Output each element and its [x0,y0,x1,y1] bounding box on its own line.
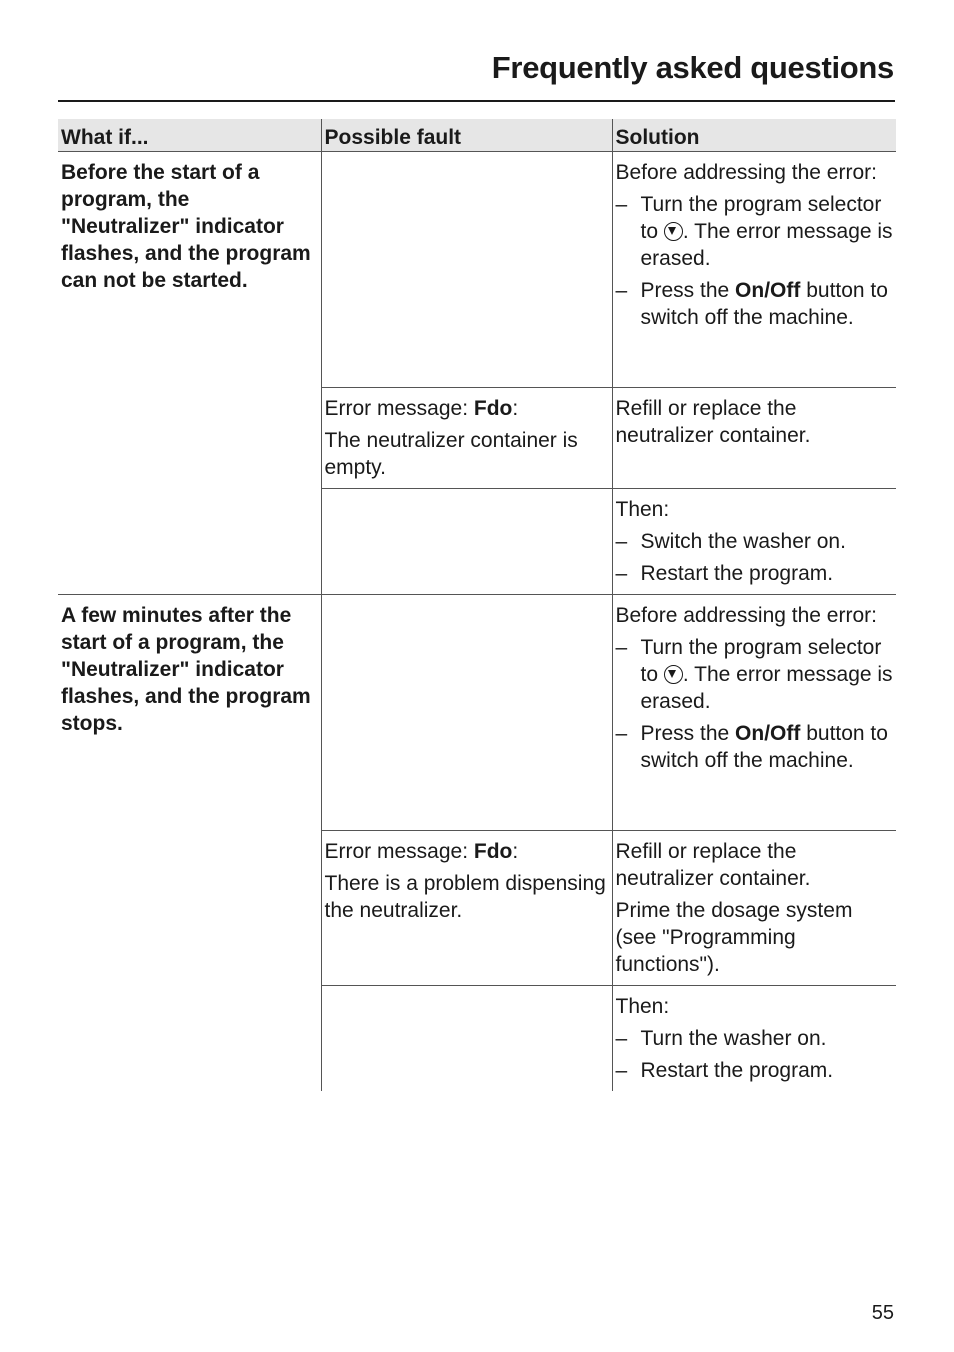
title-divider [58,100,895,102]
header-what-if: What if... [58,119,321,152]
off-position-icon [664,665,683,684]
solution-steps [616,1025,894,1084]
table-row [58,152,896,388]
solution-step: – Restart the program. [616,560,894,587]
fault-cell [321,831,612,986]
question-cell: A few minutes after the start of a program, the "Neutralizer" indicator flashes, and the program stops. [58,595,321,1092]
solution-step: – Switch the washer on. [616,528,894,555]
solution-steps [616,191,894,331]
header-solution: Solution [612,119,896,152]
off-position-icon [664,222,683,241]
fault-cell [321,489,612,595]
header-possible-fault: Possible fault [321,119,612,152]
fault-cell [321,595,612,831]
fault-cell [321,388,612,489]
error-message: Error message: Fdo: [324,840,519,863]
solution-cell [612,152,896,388]
fault-description: There is a problem dispensing the neutralizer. [324,872,606,922]
question-cell: Before the start of a program, the "Neutralizer" indicator flashes, and the program can not be started. [61,161,311,292]
solution-intro: Then: [615,995,670,1018]
page-title: Frequently asked questions [491,50,894,85]
error-code: Fdo [473,397,513,420]
solution-text: Prime the dosage system (see "Programming functions"). [615,899,853,976]
table-row [58,595,896,831]
solution-cell [612,831,896,986]
solution-cell [612,489,896,595]
fault-description: The neutralizer container is empty. [324,429,578,479]
solution-steps [616,528,894,587]
solution-cell [612,595,896,831]
fault-cell [321,986,612,1092]
solution-intro: Before addressing the error: [615,161,877,184]
solution-cell [612,388,896,489]
solution-intro: Then: [615,498,670,521]
faq-table [58,119,896,1091]
solution-step: – Press the On/Off button to switch off the machine. [616,720,894,774]
solution-text: Refill or replace the neutralizer container. [615,840,811,890]
solution-step: – Turn the washer on. [616,1025,894,1052]
solution-step: – Turn the program selector to . The error message is erased. [616,191,894,272]
table-header-row [58,119,896,152]
error-code: Fdo [473,840,513,863]
page-number: 55 [871,1302,894,1324]
solution-steps [616,634,894,774]
solution-intro: Before addressing the error: [615,604,877,627]
solution-cell [612,986,896,1092]
fault-cell [321,152,612,388]
solution-step: – Press the On/Off button to switch off the machine. [616,277,894,331]
solution-step: – Turn the program selector to . The error message is erased. [616,634,894,715]
solution-step: – Restart the program. [616,1057,894,1084]
error-message: Error message: Fdo: [324,397,519,420]
solution-text: Refill or replace the neutralizer container. [615,397,811,447]
